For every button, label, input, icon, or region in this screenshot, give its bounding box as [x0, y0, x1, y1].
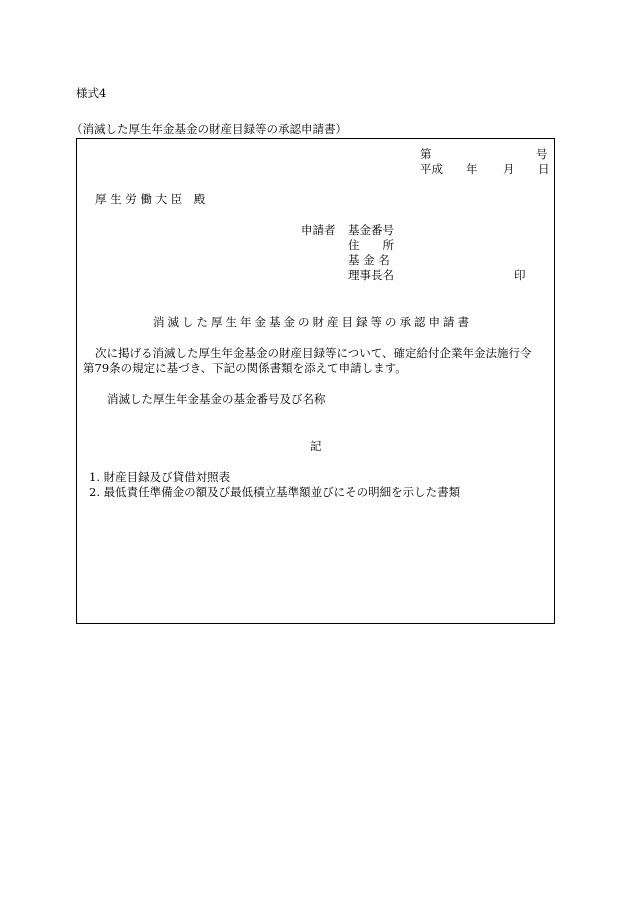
addressee: 厚 生 労 働 大 臣 殿 — [95, 192, 206, 206]
applicant-address: 住 所 — [348, 238, 394, 252]
seal-mark: 印 — [514, 268, 526, 282]
applicant-fund-number: 基金番号 — [348, 223, 394, 237]
date-month: 月 — [503, 162, 515, 176]
number-dai: 第 — [420, 147, 432, 161]
body-line-2: 第79条の規定に基づき、下記の関係書類を添えて申請します。 — [83, 361, 407, 375]
ki-heading: 記 — [310, 439, 322, 453]
document-title: 消滅した厚生年金基金の財産目録等の承認申請書 — [153, 315, 472, 329]
applicant-director-name: 理事長名 — [348, 268, 394, 282]
attachment-item-2: 2. 最低責任準備金の額及び最低積立基準額並びにその明細を示した書類 — [89, 485, 461, 499]
date-year: 年 — [466, 162, 478, 176]
date-day: 日 — [538, 162, 550, 176]
body-line-1: 次に掲げる消滅した厚生年金基金の財産目録等について、確定給付企業年金法施行令 — [95, 346, 532, 360]
form-box — [76, 138, 555, 624]
attachment-item-1: 1. 財産目録及び貸借対照表 — [89, 470, 231, 484]
number-go: 号 — [536, 147, 548, 161]
applicant-fund-name: 基 金 名 — [348, 253, 390, 267]
form-subtitle: （消滅した厚生年金基金の財産目録等の承認申請書） — [71, 122, 347, 136]
date-era: 平成 — [420, 162, 443, 176]
applicant-label: 申請者 — [301, 223, 336, 237]
form-label: 様式4 — [76, 86, 107, 100]
fund-info-label: 消滅した厚生年金基金の基金番号及び名称 — [107, 392, 326, 406]
